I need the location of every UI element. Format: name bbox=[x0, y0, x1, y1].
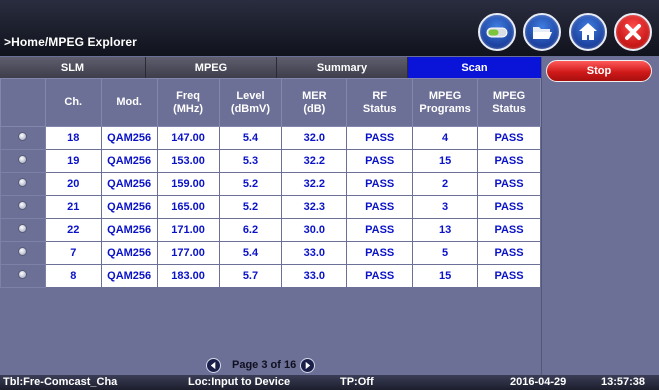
radio-icon[interactable] bbox=[18, 224, 27, 233]
cell-mpeg-programs: 3 bbox=[413, 196, 478, 219]
table-row[interactable] bbox=[1, 173, 541, 196]
folder-open-icon bbox=[530, 20, 554, 44]
status-date: 2016-04-29 bbox=[510, 376, 567, 388]
side-panel bbox=[541, 57, 659, 375]
radio-icon[interactable] bbox=[18, 178, 27, 187]
table-header-row bbox=[1, 79, 541, 127]
cell-rf-status: PASS bbox=[347, 242, 413, 265]
cell-level: 5.2 bbox=[219, 196, 282, 219]
cell-freq: 153.00 bbox=[157, 150, 219, 173]
cell-level: 5.4 bbox=[219, 242, 282, 265]
cell-mod: QAM256 bbox=[101, 127, 157, 150]
table-row[interactable] bbox=[1, 219, 541, 242]
cell-level: 5.2 bbox=[219, 173, 282, 196]
column-header-ch: Ch. bbox=[45, 79, 101, 127]
cell-mpeg-programs: 15 bbox=[413, 265, 478, 288]
close-button[interactable] bbox=[614, 13, 652, 51]
next-page-button[interactable] bbox=[300, 358, 315, 373]
cell-freq: 183.00 bbox=[157, 265, 219, 288]
column-header-mod: Mod. bbox=[101, 79, 157, 127]
home-button[interactable] bbox=[569, 13, 607, 51]
cell-ch: 22 bbox=[45, 219, 101, 242]
cell-level: 5.7 bbox=[219, 265, 282, 288]
column-header-freq: Freq (MHz) bbox=[157, 79, 219, 127]
toggle-button[interactable] bbox=[478, 13, 516, 51]
cell-mpeg-programs: 5 bbox=[413, 242, 478, 265]
cell-mod: QAM256 bbox=[101, 196, 157, 219]
arrow-left-icon bbox=[209, 361, 218, 370]
cell-mod: QAM256 bbox=[101, 150, 157, 173]
cell-rf-status: PASS bbox=[347, 150, 413, 173]
cell-ch: 8 bbox=[45, 265, 101, 288]
status-bar bbox=[0, 375, 659, 390]
cell-mpeg-programs: 4 bbox=[413, 127, 478, 150]
cell-freq: 165.00 bbox=[157, 196, 219, 219]
cell-mpeg-status: PASS bbox=[478, 150, 541, 173]
scan-table bbox=[0, 78, 541, 288]
row-select-cell[interactable] bbox=[1, 127, 46, 150]
status-location: Loc:Input to Device bbox=[188, 376, 291, 388]
radio-icon[interactable] bbox=[18, 132, 27, 141]
cell-mpeg-status: PASS bbox=[478, 242, 541, 265]
table-body bbox=[1, 127, 541, 288]
home-icon bbox=[576, 20, 600, 44]
cell-mod: QAM256 bbox=[101, 173, 157, 196]
radio-icon[interactable] bbox=[18, 201, 27, 210]
row-select-cell[interactable] bbox=[1, 242, 46, 265]
cell-rf-status: PASS bbox=[347, 265, 413, 288]
cell-ch: 18 bbox=[45, 127, 101, 150]
cell-mer: 32.2 bbox=[282, 173, 347, 196]
cell-rf-status: PASS bbox=[347, 196, 413, 219]
cell-rf-status: PASS bbox=[347, 219, 413, 242]
cell-mer: 33.0 bbox=[282, 265, 347, 288]
cell-rf-status: PASS bbox=[347, 127, 413, 150]
tab-mpeg[interactable]: MPEG bbox=[146, 57, 277, 78]
cell-ch: 20 bbox=[45, 173, 101, 196]
cell-mpeg-status: PASS bbox=[478, 127, 541, 150]
page-indicator: Page 3 of 16 bbox=[232, 359, 297, 371]
cell-mer: 33.0 bbox=[282, 242, 347, 265]
cell-mer: 32.2 bbox=[282, 150, 347, 173]
cell-mpeg-programs: 13 bbox=[413, 219, 478, 242]
breadcrumb: >Home/MPEG Explorer bbox=[4, 35, 137, 49]
cell-ch: 19 bbox=[45, 150, 101, 173]
cell-ch: 21 bbox=[45, 196, 101, 219]
cell-freq: 177.00 bbox=[157, 242, 219, 265]
cell-mpeg-programs: 2 bbox=[413, 173, 478, 196]
table-row[interactable] bbox=[1, 242, 541, 265]
cell-mod: QAM256 bbox=[101, 219, 157, 242]
cell-mod: QAM256 bbox=[101, 242, 157, 265]
close-icon bbox=[621, 20, 645, 44]
tab-scan[interactable]: Scan bbox=[408, 57, 541, 78]
row-select-cell[interactable] bbox=[1, 265, 46, 288]
cell-mpeg-status: PASS bbox=[478, 219, 541, 242]
column-header-rf-status: RF Status bbox=[347, 79, 413, 127]
title-bar bbox=[0, 0, 659, 56]
cell-freq: 159.00 bbox=[157, 173, 219, 196]
tab-summary[interactable]: Summary bbox=[277, 57, 408, 78]
cell-mpeg-status: PASS bbox=[478, 173, 541, 196]
arrow-right-icon bbox=[303, 361, 312, 370]
tab-slm[interactable]: SLM bbox=[0, 57, 146, 78]
table-row[interactable] bbox=[1, 196, 541, 219]
cell-mpeg-status: PASS bbox=[478, 196, 541, 219]
cell-mpeg-status: PASS bbox=[478, 265, 541, 288]
radio-icon[interactable] bbox=[18, 155, 27, 164]
scan-table-panel bbox=[0, 78, 541, 375]
tab-bar bbox=[0, 57, 541, 78]
cell-mpeg-programs: 15 bbox=[413, 150, 478, 173]
stop-button[interactable]: Stop bbox=[546, 60, 652, 82]
row-select-cell[interactable] bbox=[1, 150, 46, 173]
cell-mod: QAM256 bbox=[101, 265, 157, 288]
row-select-cell[interactable] bbox=[1, 219, 46, 242]
cell-mer: 30.0 bbox=[282, 219, 347, 242]
cell-level: 6.2 bbox=[219, 219, 282, 242]
cell-freq: 147.00 bbox=[157, 127, 219, 150]
column-header-mpeg-status: MPEG Status bbox=[478, 79, 541, 127]
cell-level: 5.4 bbox=[219, 127, 282, 150]
table-row[interactable] bbox=[1, 127, 541, 150]
cell-level: 5.3 bbox=[219, 150, 282, 173]
cell-mer: 32.0 bbox=[282, 127, 347, 150]
row-select-cell[interactable] bbox=[1, 173, 46, 196]
cell-mer: 32.3 bbox=[282, 196, 347, 219]
status-tp: TP:Off bbox=[340, 376, 374, 388]
status-time: 13:57:38 bbox=[601, 376, 646, 388]
column-header-mer: MER (dB) bbox=[282, 79, 347, 127]
radio-icon[interactable] bbox=[18, 270, 27, 279]
column-header-mpeg-programs: MPEG Programs bbox=[413, 79, 478, 127]
open-folder-button[interactable] bbox=[523, 13, 561, 51]
cell-rf-status: PASS bbox=[347, 173, 413, 196]
cell-freq: 171.00 bbox=[157, 219, 219, 242]
pager bbox=[206, 357, 315, 373]
row-select-cell[interactable] bbox=[1, 196, 46, 219]
select-column-header bbox=[1, 79, 46, 127]
toggle-icon bbox=[485, 20, 509, 44]
prev-page-button[interactable] bbox=[206, 358, 221, 373]
cell-ch: 7 bbox=[45, 242, 101, 265]
table-row[interactable] bbox=[1, 150, 541, 173]
column-header-level: Level (dBmV) bbox=[219, 79, 282, 127]
status-table: Tbl:Fre-Comcast_Cha bbox=[3, 376, 118, 388]
table-row[interactable] bbox=[1, 265, 541, 288]
radio-icon[interactable] bbox=[18, 247, 27, 256]
